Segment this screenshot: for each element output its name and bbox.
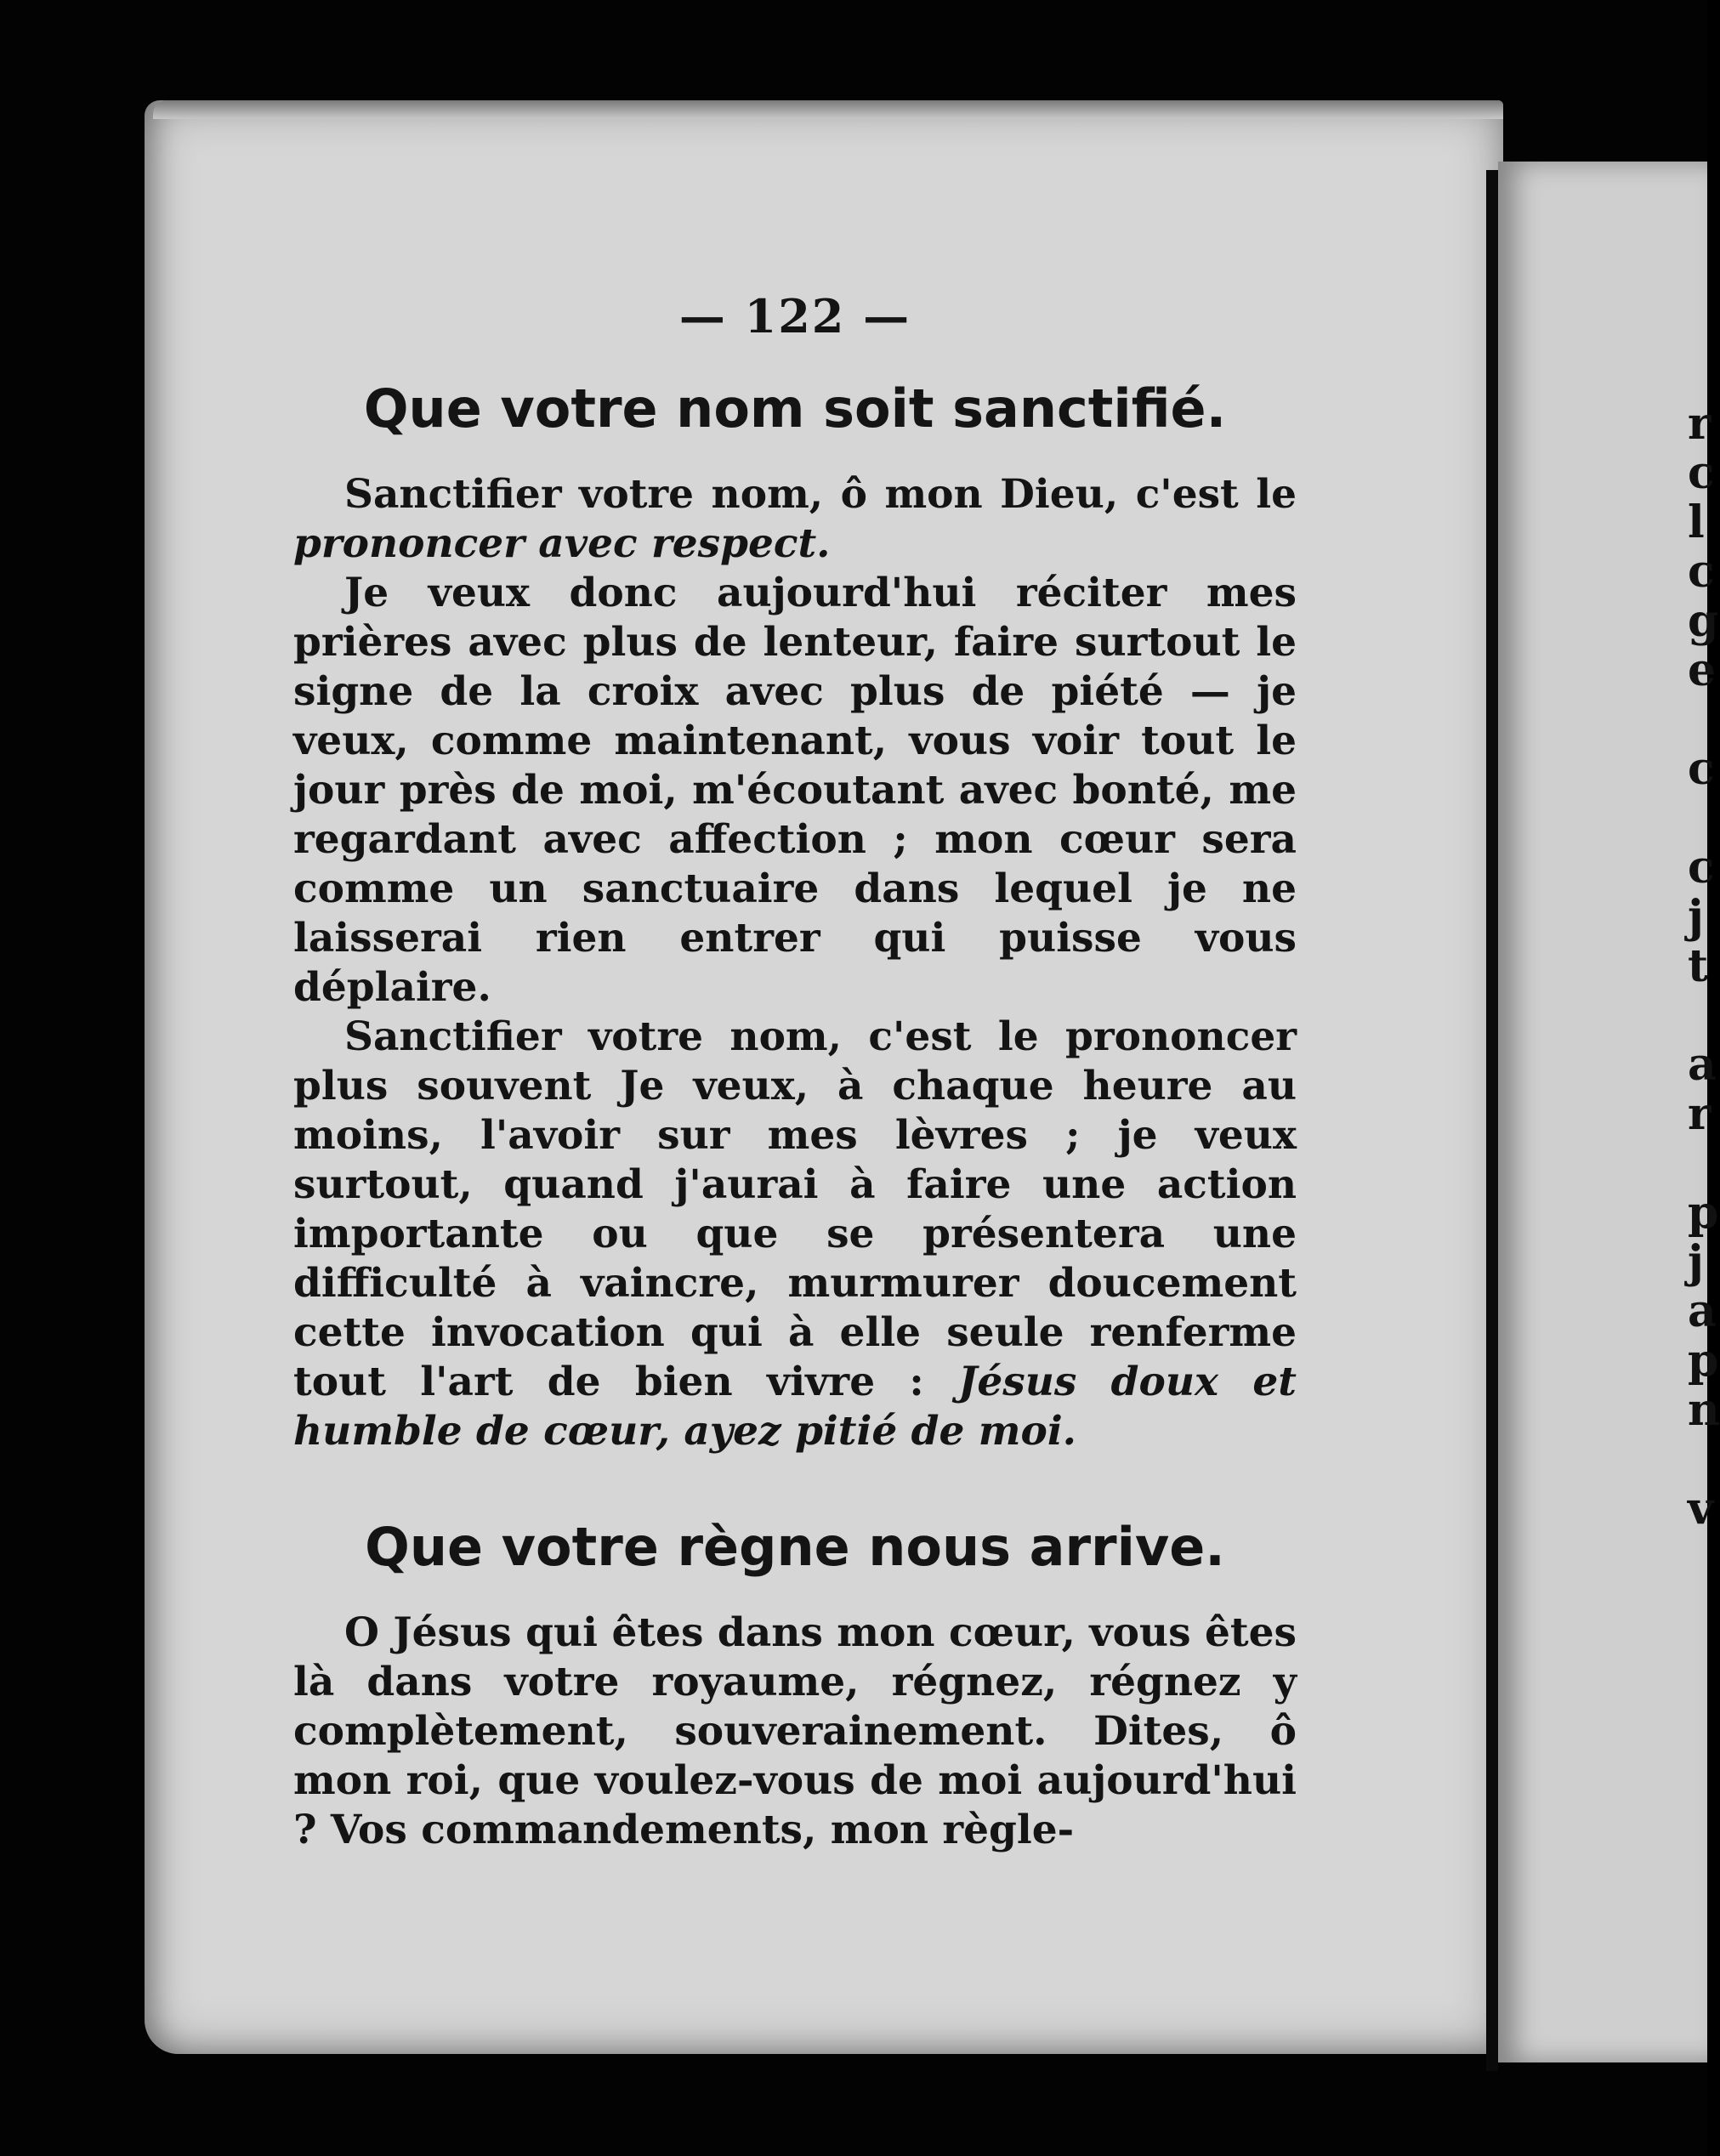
facing-page [1498, 162, 1720, 2062]
page-number: — 122 — [678, 289, 911, 343]
facing-page-edge-letters: r c l c g e c c j t a r p j a p n v [1688, 398, 1720, 1535]
section-heading-2: Que votre règne nous arrive. [365, 1516, 1225, 1578]
paragraph-4: O Jésus qui êtes dans mon cœur, vous êtes là dans votre royaume, régnez, régnez y complètement, souverainement. Dites, ô mon roi, que voulez-vous de moi aujourd'hui ? Vos commandements, mon règle- [293, 1609, 1297, 1853]
book-gutter [1486, 170, 1498, 2071]
paragraph-1-text: Sanctifier votre nom, ô mon Dieu, c'est le [344, 471, 1297, 518]
paragraph-3-italic: Jésus doux et humble de cœur, ayez pitié de moi. [293, 1359, 1297, 1455]
paragraph-2: Je veux donc aujourd'hui réciter mes prières avec plus de lenteur, faire surtout le signe de la croix avec plus de piété — je veux, comme maintenant, vous voir tout le jour près de moi, m'écoutant avec bonté, me regardant avec affection ; mon cœur sera comme un sanctuaire dans lequel je ne laisserai rien entrer qui puisse vous déplaire. [293, 570, 1297, 1011]
paragraph-1 [293, 470, 1297, 569]
paragraph-1-italic: prononcer avec respect. [293, 520, 831, 567]
page-content [293, 289, 1297, 1855]
section-heading-1: Que votre nom soit sanctifié. [363, 377, 1227, 440]
paragraph-3 [293, 1013, 1297, 1456]
paragraph-3-text: Sanctifier votre nom, c'est le prononcer plus souvent Je veux, à chaque heure au moins, l'avoir sur mes lèvres ; je veux surtout, quand j'aurai à faire une action importante ou que se présentera une difficulté à vaincre, murmurer doucement cette invocation qui à elle seule renferme tout l'art de bien vivre : [293, 1013, 1297, 1405]
